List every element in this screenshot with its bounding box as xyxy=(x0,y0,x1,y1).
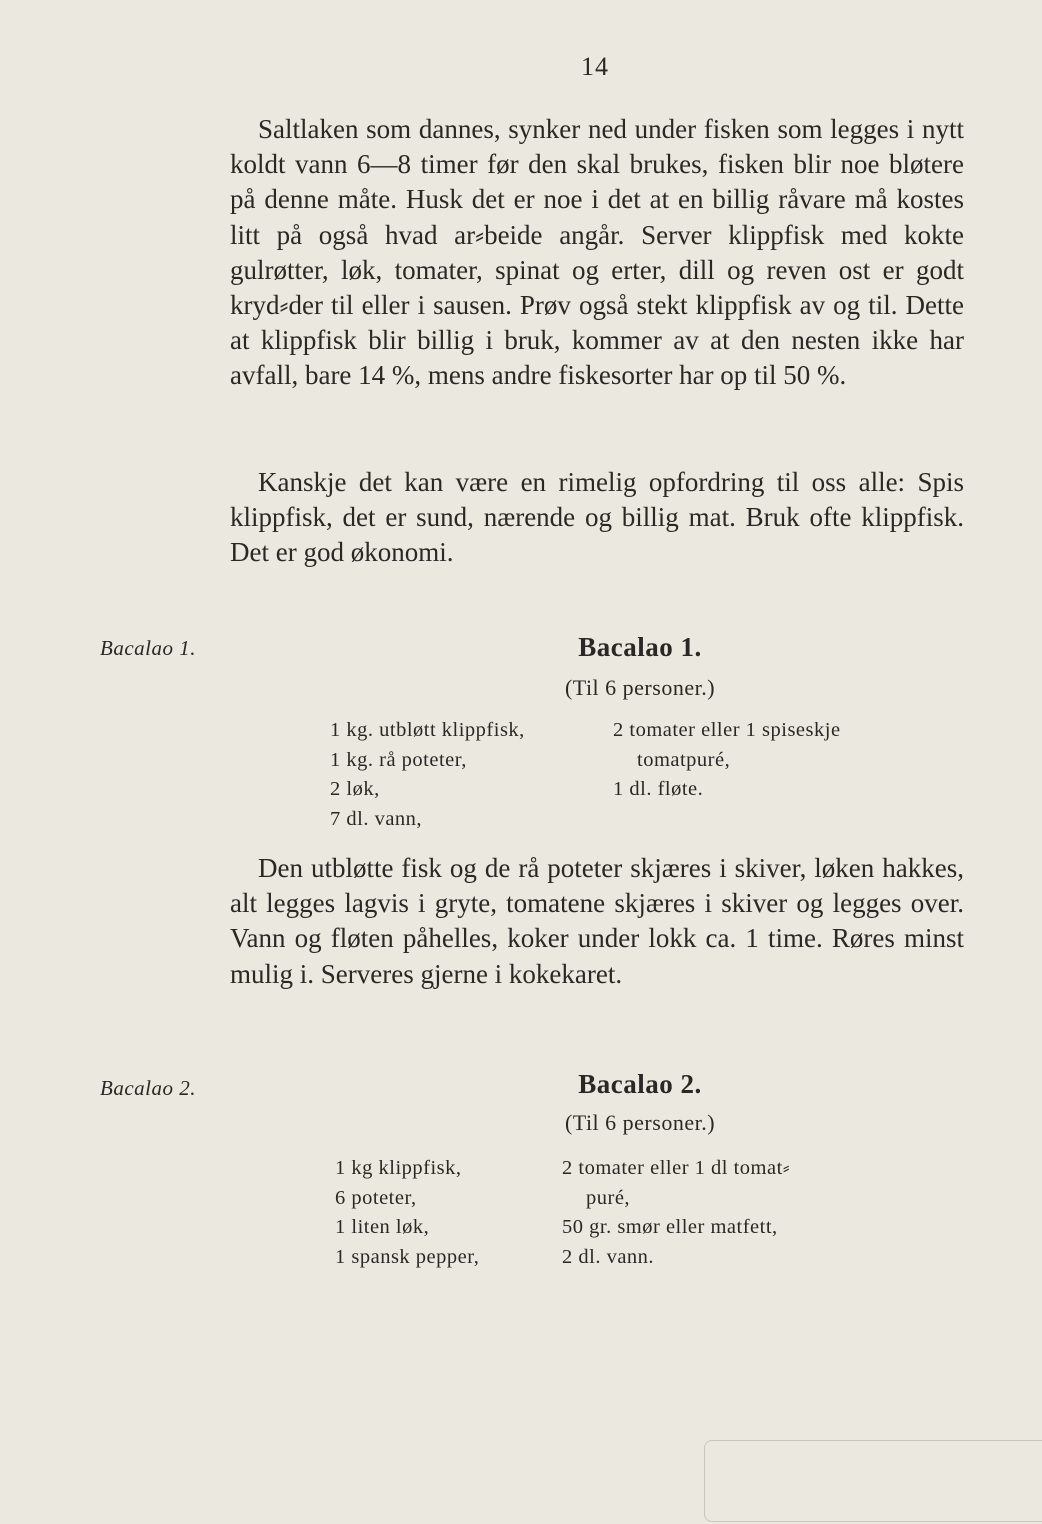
intro-paragraph-text: Saltlaken som dannes, synker ned under fisken som legges i nytt koldt vann 6—8 timer før den skal brukes, fisken blir noe bløtere på denne måte. Husk det er noe i det at en billig råvare må kostes litt på også hvad ar⸗beide angår. Server klippfisk med kokte gulrøtter, løk, tomater, spinat og erter, dill og reven ost er godt kryd⸗der til eller i sausen. Prøv også stekt klippfisk av og til. Dette at klippfisk blir billig i bruk, kommer av at den nesten ikke har avfall, bare 14 %, mens andre fiskesorter har op til 50 %. xyxy=(230,114,964,391)
ingredient-item: 1 dl. fløte. xyxy=(613,778,704,800)
ingredient-item: 1 kg. utbløtt klippfisk, xyxy=(330,719,525,741)
recipe-servings-bacalao-1: (Til 6 personer.) xyxy=(564,675,716,700)
recipe-method-bacalao-1 xyxy=(230,851,964,992)
recipe-method-text: Den utbløtte fisk og de rå poteter skjæres i skiver, løken hakkes, alt legges lagvis i gryte, tomatene skjæres i skiver og legges over. Vann og fløten påhelles, koker under lokk ca. 1 time. Røres minst mulig i. Serveres gjerne i kokekaret. xyxy=(230,853,964,989)
ingredient-item: 1 kg klippfisk, xyxy=(335,1157,462,1179)
recipe-title-bacalao-1: Bacalao 1. xyxy=(578,632,702,662)
ingredient-item: 1 liten løk, xyxy=(335,1216,430,1238)
ingredient-list-left-bacalao-1 xyxy=(330,716,525,834)
ingredient-list-right-bacalao-1 xyxy=(613,716,841,805)
recipe-servings-bacalao-2: (Til 6 personer.) xyxy=(564,1110,716,1135)
intro-paragraph-conclusion-text: Kanskje det kan være en rimelig opfordring til oss alle: Spis klippfisk, det er sund, nærende og billig mat. Bruk ofte klippfisk. Det er god økonomi. xyxy=(230,467,964,568)
ingredient-item: 1 spansk pepper, xyxy=(335,1245,480,1268)
ingredient-list-left-bacalao-2 xyxy=(335,1154,479,1272)
recipe-title-bacalao-2: Bacalao 2. xyxy=(578,1069,702,1099)
ingredient-item-continuation: tomatpuré, xyxy=(637,748,731,771)
page-number: 14 xyxy=(581,52,609,81)
scan-frame-border xyxy=(704,1440,1042,1522)
ingredient-item: 2 tomater eller 1 dl tomat⸗ xyxy=(562,1157,791,1179)
ingredient-item: 2 løk, xyxy=(330,778,380,800)
intro-paragraph-conclusion xyxy=(230,465,964,571)
ingredient-item-continuation: puré, xyxy=(586,1186,631,1209)
ingredient-list-right-bacalao-2 xyxy=(562,1154,790,1272)
ingredient-item: 2 dl. vann. xyxy=(562,1245,655,1268)
margin-label-bacalao-2: Bacalao 2. xyxy=(100,1076,196,1100)
ingredient-item: 50 gr. smør eller matfett, xyxy=(562,1216,778,1238)
margin-label-bacalao-1: Bacalao 1. xyxy=(100,636,196,660)
ingredient-item: 7 dl. vann, xyxy=(330,807,423,830)
ingredient-item: 6 poteter, xyxy=(335,1186,417,1209)
intro-paragraph xyxy=(230,112,964,394)
ingredient-item: 1 kg. rå poteter, xyxy=(330,748,467,771)
ingredient-item: 2 tomater eller 1 spiseskje xyxy=(613,719,841,741)
